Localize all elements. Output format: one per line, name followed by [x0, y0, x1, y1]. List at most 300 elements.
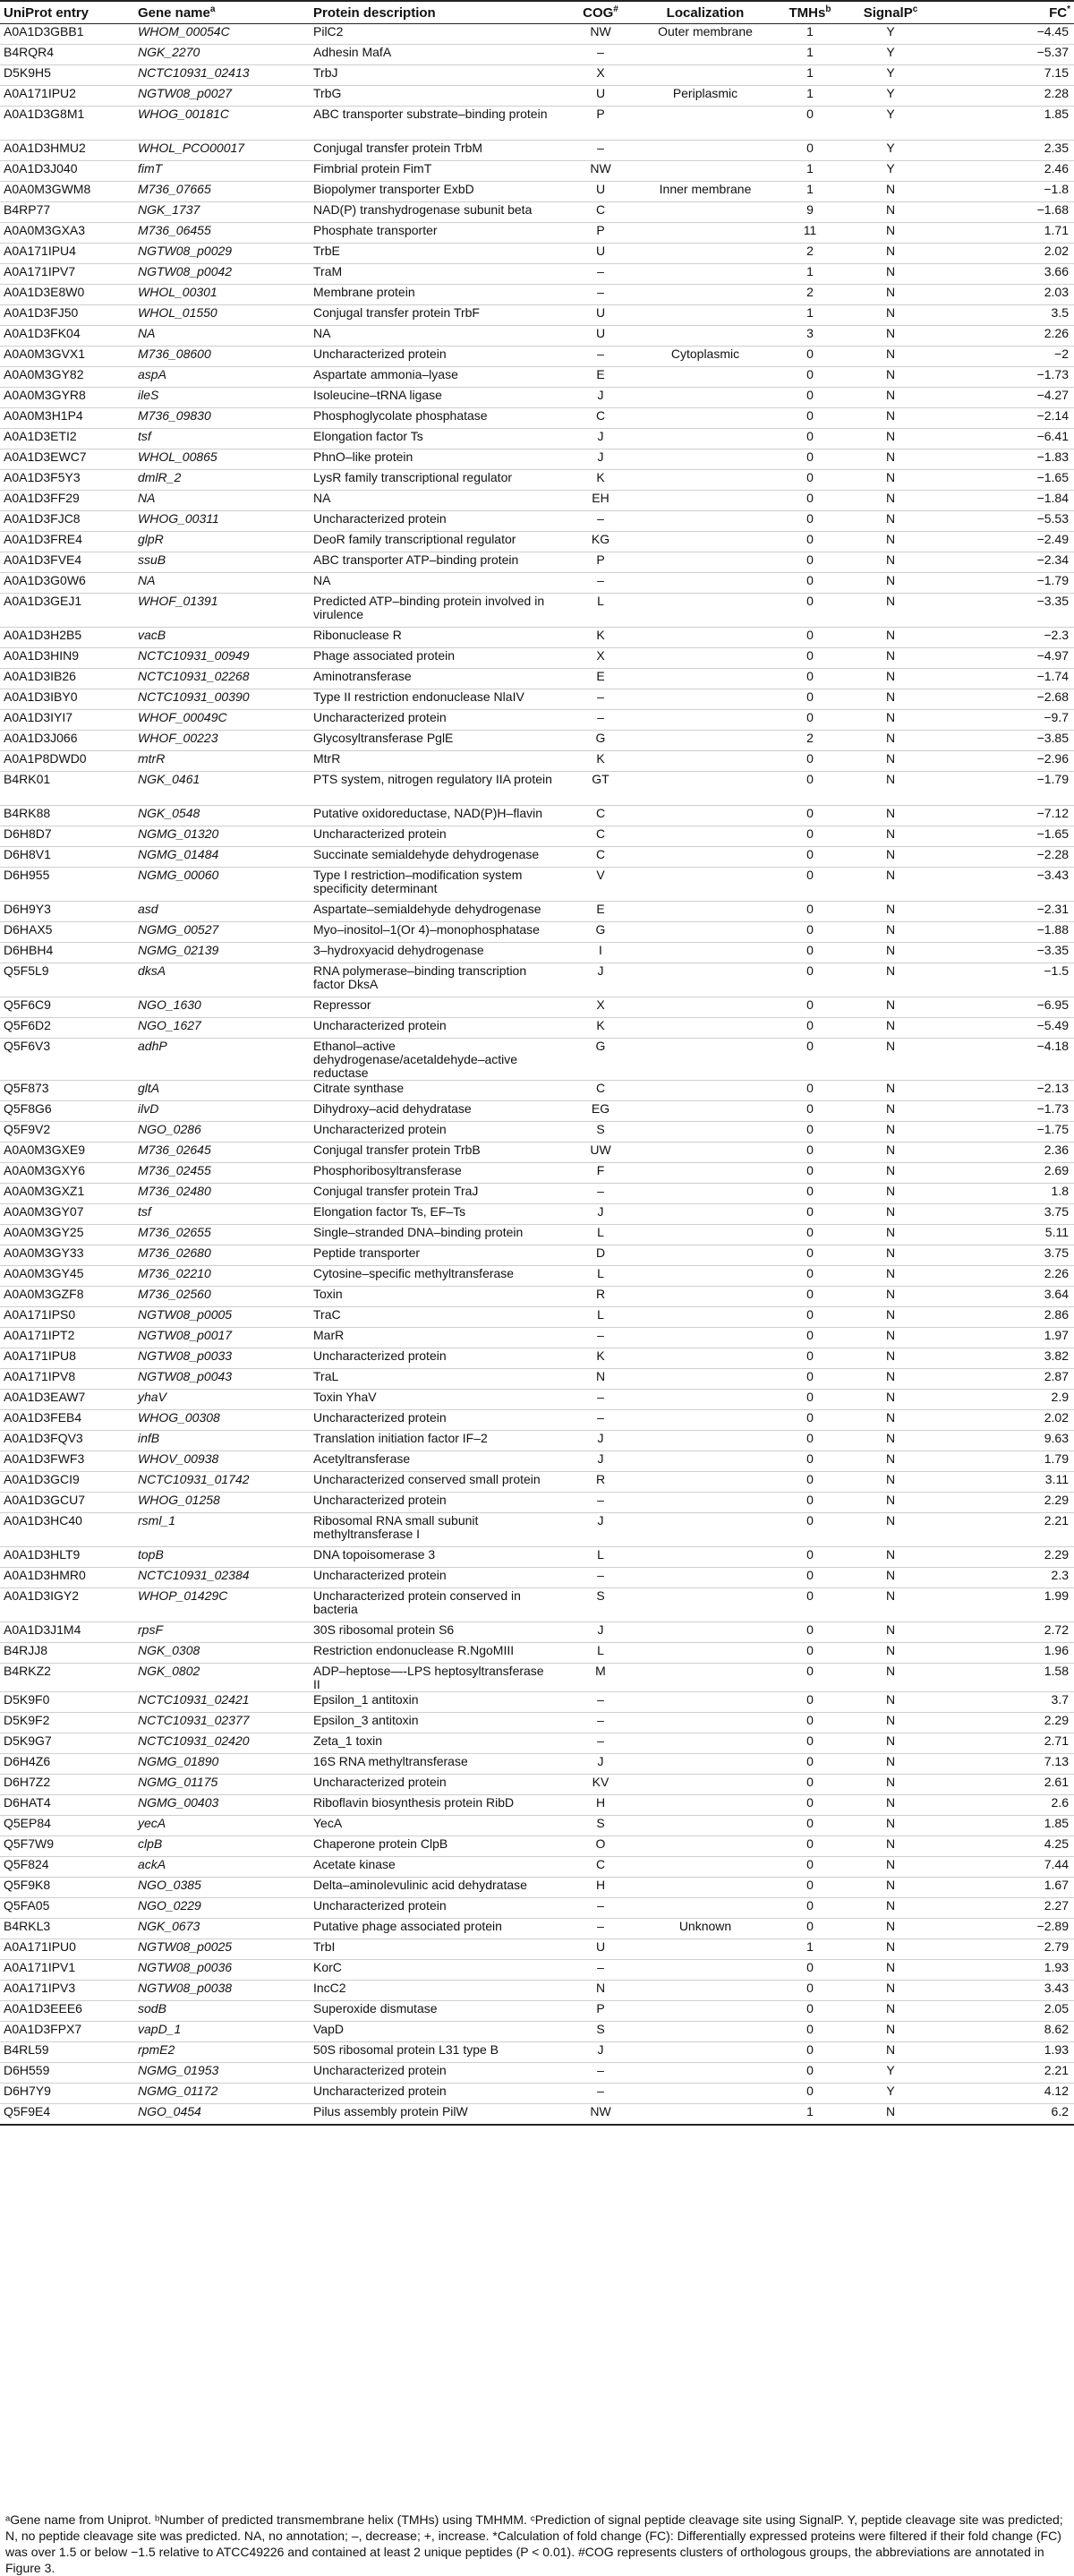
table-row	[0, 1245, 1074, 1266]
localization-cell	[645, 1101, 765, 1122]
col-header-cog: COG#	[556, 1, 645, 24]
gene-cell: NGTW08_p0027	[134, 86, 310, 107]
cog-cell: J	[556, 963, 645, 997]
fc-cell: 1.93	[926, 2042, 1074, 2063]
description-cell: DNA topoisomerase 3	[310, 1547, 556, 1568]
uniprot-cell: A0A1D3FJ50	[0, 305, 134, 326]
tmh-cell: 0	[765, 772, 855, 806]
fc-cell: 1.97	[926, 1328, 1074, 1348]
description-cell: MtrR	[310, 751, 556, 772]
fc-cell: 3.11	[926, 1472, 1074, 1493]
description-cell: Pilus assembly protein PilW	[310, 2104, 556, 2125]
fc-cell: 2.27	[926, 1898, 1074, 1919]
signalp-cell: N	[855, 2104, 926, 2125]
signalp-cell: N	[855, 1836, 926, 1857]
cog-cell: –	[556, 511, 645, 532]
localization-cell	[645, 429, 765, 449]
signalp-cell: N	[855, 532, 926, 552]
fc-cell: 3.66	[926, 264, 1074, 285]
description-cell: Translation initiation factor IF–2	[310, 1431, 556, 1451]
gene-cell: M736_06455	[134, 223, 310, 244]
cog-cell: J	[556, 1431, 645, 1451]
cog-cell: J	[556, 449, 645, 470]
signalp-cell: N	[855, 1795, 926, 1816]
localization-cell	[645, 1816, 765, 1836]
description-cell: Uncharacterized protein	[310, 511, 556, 532]
description-cell: ADP–heptose—-LPS heptosyltransferase II	[310, 1664, 556, 1692]
tmh-cell: 0	[765, 902, 855, 922]
localization-cell	[645, 1664, 765, 1692]
cog-cell: –	[556, 1328, 645, 1348]
gene-cell: adhP	[134, 1039, 310, 1081]
gene-cell: M736_08600	[134, 347, 310, 367]
cog-cell: –	[556, 141, 645, 161]
tmh-cell: 0	[765, 710, 855, 731]
tmh-cell: 0	[765, 1348, 855, 1369]
localization-cell	[645, 2104, 765, 2125]
signalp-cell: Y	[855, 45, 926, 65]
signalp-cell: N	[855, 1225, 926, 1245]
uniprot-cell: A0A1D3E8W0	[0, 285, 134, 305]
tmh-cell: 0	[765, 1568, 855, 1588]
fc-cell: 1.58	[926, 1664, 1074, 1692]
description-cell: Phosphate transporter	[310, 223, 556, 244]
uniprot-cell: Q5F7W9	[0, 1836, 134, 1857]
description-cell: ABC transporter ATP–binding protein	[310, 552, 556, 573]
description-cell: Uncharacterized protein	[310, 1568, 556, 1588]
signalp-cell: N	[855, 1039, 926, 1081]
localization-cell	[645, 449, 765, 470]
table-row	[0, 367, 1074, 388]
uniprot-cell: A0A0M3GXZ1	[0, 1184, 134, 1204]
signalp-cell: N	[855, 751, 926, 772]
localization-cell	[645, 1431, 765, 1451]
localization-cell	[645, 902, 765, 922]
gene-cell: WHOG_00181C	[134, 107, 310, 141]
table-row	[0, 710, 1074, 731]
cog-cell: C	[556, 826, 645, 847]
signalp-cell: N	[855, 1547, 926, 1568]
localization-cell	[645, 669, 765, 689]
gene-cell: NGTW08_p0043	[134, 1369, 310, 1390]
fc-cell: 2.79	[926, 1939, 1074, 1960]
cog-cell: C	[556, 408, 645, 429]
uniprot-cell: A0A1D3FPX7	[0, 2022, 134, 2042]
table-row	[0, 1664, 1074, 1692]
signalp-cell: N	[855, 1919, 926, 1939]
localization-cell	[645, 847, 765, 868]
description-cell: Biopolymer transporter ExbD	[310, 182, 556, 202]
uniprot-cell: B4RKL3	[0, 1919, 134, 1939]
fc-cell: 2.35	[926, 141, 1074, 161]
signalp-cell: Y	[855, 141, 926, 161]
cog-cell: P	[556, 223, 645, 244]
cog-cell: C	[556, 806, 645, 826]
fc-cell: −4.97	[926, 648, 1074, 669]
localization-cell	[645, 1547, 765, 1568]
tmh-cell: 1	[765, 86, 855, 107]
gene-cell: infB	[134, 1431, 310, 1451]
cog-cell: –	[556, 45, 645, 65]
gene-cell: NGTW08_p0005	[134, 1307, 310, 1328]
table-row	[0, 107, 1074, 141]
fc-cell: 2.21	[926, 2063, 1074, 2084]
uniprot-cell: A0A171IPS0	[0, 1307, 134, 1328]
tmh-cell: 0	[765, 1472, 855, 1493]
gene-cell: WHOM_00054C	[134, 24, 310, 45]
tmh-cell: 0	[765, 648, 855, 669]
cog-cell: –	[556, 1390, 645, 1410]
uniprot-cell: A0A1D3GBB1	[0, 24, 134, 45]
tmh-cell: 0	[765, 1754, 855, 1775]
signalp-cell: N	[855, 731, 926, 751]
cog-cell: X	[556, 65, 645, 86]
gene-cell: gltA	[134, 1081, 310, 1101]
description-cell: Riboflavin biosynthesis protein RibD	[310, 1795, 556, 1816]
signalp-cell: Y	[855, 86, 926, 107]
fc-cell: −5.49	[926, 1018, 1074, 1039]
fc-cell: −9.7	[926, 710, 1074, 731]
gene-cell: NGMG_01890	[134, 1754, 310, 1775]
uniprot-cell: B4RJJ8	[0, 1643, 134, 1664]
table-body	[0, 24, 1074, 2125]
cog-cell: C	[556, 1857, 645, 1878]
uniprot-cell: D6H9Y3	[0, 902, 134, 922]
fc-cell: −5.37	[926, 45, 1074, 65]
localization-cell	[645, 1898, 765, 1919]
description-cell: RNA polymerase–binding transcription factor DksA	[310, 963, 556, 997]
cog-cell: V	[556, 868, 645, 902]
tmh-cell: 0	[765, 1664, 855, 1692]
description-cell: Uncharacterized protein	[310, 2063, 556, 2084]
fc-cell: 7.13	[926, 1754, 1074, 1775]
signalp-cell: N	[855, 997, 926, 1018]
cog-cell: –	[556, 573, 645, 594]
cog-cell: P	[556, 2001, 645, 2022]
signalp-cell: N	[855, 573, 926, 594]
cog-cell: EH	[556, 491, 645, 511]
cog-cell: E	[556, 367, 645, 388]
gene-cell: WHOL_PCO00017	[134, 141, 310, 161]
table-header	[0, 1, 1074, 24]
fc-cell: −4.45	[926, 24, 1074, 45]
description-cell: Phosphoribosyltransferase	[310, 1163, 556, 1184]
gene-cell: WHOG_00311	[134, 511, 310, 532]
fc-cell: 2.69	[926, 1163, 1074, 1184]
signalp-cell: N	[855, 1692, 926, 1713]
gene-cell: NGMG_01172	[134, 2084, 310, 2104]
tmh-cell: 0	[765, 751, 855, 772]
uniprot-cell: A0A1D3IGY2	[0, 1588, 134, 1622]
fc-cell: 2.61	[926, 1775, 1074, 1795]
signalp-cell: N	[855, 868, 926, 902]
signalp-cell: N	[855, 1122, 926, 1143]
gene-cell: WHOL_00865	[134, 449, 310, 470]
fc-cell: 1.93	[926, 1960, 1074, 1981]
localization-cell	[645, 161, 765, 182]
table-row	[0, 1018, 1074, 1039]
fc-cell: −5.53	[926, 511, 1074, 532]
cog-cell: J	[556, 1513, 645, 1547]
tmh-cell: 1	[765, 2104, 855, 2125]
signalp-cell: N	[855, 326, 926, 347]
fc-cell: 2.05	[926, 2001, 1074, 2022]
tmh-cell: 0	[765, 1622, 855, 1643]
fc-cell: 3.75	[926, 1245, 1074, 1266]
localization-cell	[645, 326, 765, 347]
tmh-cell: 0	[765, 2063, 855, 2084]
gene-cell: M736_02655	[134, 1225, 310, 1245]
uniprot-cell: A0A171IPU4	[0, 244, 134, 264]
localization-cell	[645, 491, 765, 511]
table-row	[0, 1857, 1074, 1878]
gene-cell: NGTW08_p0042	[134, 264, 310, 285]
localization-cell	[645, 1307, 765, 1328]
gene-cell: rsml_1	[134, 1513, 310, 1547]
signalp-cell: N	[855, 491, 926, 511]
signalp-cell: N	[855, 1472, 926, 1493]
fc-cell: 2.02	[926, 1410, 1074, 1431]
fc-cell: −3.35	[926, 943, 1074, 963]
gene-cell: NCTC10931_01742	[134, 1472, 310, 1493]
gene-cell: NCTC10931_02413	[134, 65, 310, 86]
description-cell: PTS system, nitrogen regulatory IIA protein	[310, 772, 556, 806]
uniprot-cell: A0A1D3HC40	[0, 1513, 134, 1547]
gene-cell: WHOL_00301	[134, 285, 310, 305]
description-cell: LysR family transcriptional regulator	[310, 470, 556, 491]
tmh-cell: 0	[765, 1692, 855, 1713]
table-row	[0, 2084, 1074, 2104]
fc-cell: 2.72	[926, 1622, 1074, 1643]
fc-cell: 2.87	[926, 1369, 1074, 1390]
description-cell: 16S RNA methyltransferase	[310, 1754, 556, 1775]
fc-cell: −1.65	[926, 826, 1074, 847]
signalp-cell: Y	[855, 24, 926, 45]
fc-cell: −3.43	[926, 868, 1074, 902]
localization-cell: Cytoplasmic	[645, 347, 765, 367]
signalp-cell: N	[855, 772, 926, 806]
description-cell: Epsilon_3 antitoxin	[310, 1713, 556, 1733]
signalp-cell: N	[855, 1204, 926, 1225]
cog-cell: NW	[556, 24, 645, 45]
cog-cell: KV	[556, 1775, 645, 1795]
localization-cell	[645, 1692, 765, 1713]
tmh-cell: 0	[765, 847, 855, 868]
localization-cell	[645, 1472, 765, 1493]
localization-cell	[645, 1328, 765, 1348]
tmh-cell: 0	[765, 868, 855, 902]
signalp-cell: N	[855, 1143, 926, 1163]
tmh-cell: 0	[765, 669, 855, 689]
localization-cell	[645, 45, 765, 65]
localization-cell	[645, 2022, 765, 2042]
gene-cell: ileS	[134, 388, 310, 408]
cog-cell: S	[556, 1122, 645, 1143]
uniprot-cell: A0A0M3GY25	[0, 1225, 134, 1245]
gene-cell: M736_02210	[134, 1266, 310, 1287]
col-header-uniprot: UniProt entry	[0, 1, 134, 24]
localization-cell	[645, 751, 765, 772]
cog-cell: U	[556, 1939, 645, 1960]
signalp-cell: N	[855, 826, 926, 847]
signalp-cell: N	[855, 223, 926, 244]
table-row	[0, 1307, 1074, 1328]
localization-cell	[645, 2042, 765, 2063]
signalp-cell: N	[855, 902, 926, 922]
uniprot-cell: A0A171IPV8	[0, 1369, 134, 1390]
cog-cell: C	[556, 1081, 645, 1101]
description-cell: Aspartate ammonia–lyase	[310, 367, 556, 388]
fc-cell: −1.75	[926, 1122, 1074, 1143]
tmh-cell: 0	[765, 1369, 855, 1390]
signalp-cell: N	[855, 2001, 926, 2022]
fc-cell: −1.79	[926, 772, 1074, 806]
tmh-cell: 0	[765, 573, 855, 594]
uniprot-cell: A0A1D3HMU2	[0, 141, 134, 161]
gene-cell: WHOF_01391	[134, 594, 310, 628]
uniprot-cell: A0A1D3FJC8	[0, 511, 134, 532]
table-footnote: ᵃGene name from Uniprot. ᵇNumber of predicted transmembrane helix (TMHs) using TMHMM. ᶜPrediction of signal peptide cleavage site using SignalP. Y, peptide cleavage site was predicted; N, no peptide cleavage site was predicted. NA, no annotation; –, decrease; +, increase. *Calculation of fold change (FC): Differentially expressed proteins were filtered if their fold change (FC) was over 1.5 or below −1.5 relative to ATCC49226 and contained at least 2 unique peptides (P < 0.01). #COG represents clusters of orthologous groups, the abbreviations are annotated in Figure 3.	[5, 2512, 1063, 2575]
uniprot-cell: A0A1D3HMR0	[0, 1568, 134, 1588]
signalp-cell: N	[855, 1184, 926, 1204]
table-row	[0, 1836, 1074, 1857]
uniprot-cell: D6HBH4	[0, 943, 134, 963]
fc-cell: −1.5	[926, 963, 1074, 997]
cog-cell: P	[556, 552, 645, 573]
cog-cell: J	[556, 429, 645, 449]
tmh-cell: 0	[765, 1101, 855, 1122]
fc-cell: −2.89	[926, 1919, 1074, 1939]
table-row	[0, 1588, 1074, 1622]
table-row	[0, 45, 1074, 65]
description-cell: Predicted ATP–binding protein involved in virulence	[310, 594, 556, 628]
tmh-cell: 0	[765, 1713, 855, 1733]
signalp-cell: N	[855, 244, 926, 264]
signalp-cell: N	[855, 470, 926, 491]
description-cell: TrbE	[310, 244, 556, 264]
localization-cell	[645, 1513, 765, 1547]
description-cell: Uncharacterized protein conserved in bacteria	[310, 1588, 556, 1622]
cog-cell: –	[556, 1692, 645, 1713]
cog-cell: C	[556, 202, 645, 223]
localization-cell	[645, 731, 765, 751]
tmh-cell: 3	[765, 326, 855, 347]
cog-cell: J	[556, 1451, 645, 1472]
signalp-cell: N	[855, 1939, 926, 1960]
gene-cell: NGO_1630	[134, 997, 310, 1018]
description-cell: Myo–inositol–1(Or 4)–monophosphatase	[310, 922, 556, 943]
cog-cell: UW	[556, 1143, 645, 1163]
gene-cell: M736_07665	[134, 182, 310, 202]
localization-cell	[645, 1225, 765, 1245]
description-cell: 50S ribosomal protein L31 type B	[310, 2042, 556, 2063]
localization-cell	[645, 772, 765, 806]
signalp-cell: N	[855, 1493, 926, 1513]
gene-cell: mtrR	[134, 751, 310, 772]
col-header-description: Protein description	[310, 1, 556, 24]
gene-cell: NGK_0461	[134, 772, 310, 806]
table-row	[0, 2001, 1074, 2022]
table-row	[0, 731, 1074, 751]
localization-cell	[645, 1795, 765, 1816]
fc-cell: 8.62	[926, 2022, 1074, 2042]
gene-cell: NGK_0308	[134, 1643, 310, 1664]
uniprot-cell: D6HAX5	[0, 922, 134, 943]
signalp-cell: N	[855, 1390, 926, 1410]
uniprot-cell: D6H4Z6	[0, 1754, 134, 1775]
fc-cell: 3.5	[926, 305, 1074, 326]
cog-cell: E	[556, 902, 645, 922]
tmh-cell: 0	[765, 1733, 855, 1754]
localization-cell	[645, 305, 765, 326]
signalp-cell: N	[855, 367, 926, 388]
gene-cell: NGO_0229	[134, 1898, 310, 1919]
localization-cell	[645, 1775, 765, 1795]
tmh-cell: 0	[765, 922, 855, 943]
uniprot-cell: Q5F9V2	[0, 1122, 134, 1143]
gene-cell: ilvD	[134, 1101, 310, 1122]
localization-cell	[645, 1713, 765, 1733]
fc-cell: −2.34	[926, 552, 1074, 573]
tmh-cell: 0	[765, 1225, 855, 1245]
description-cell: Putative oxidoreductase, NAD(P)H–flavin	[310, 806, 556, 826]
signalp-cell: N	[855, 264, 926, 285]
fc-cell: 2.86	[926, 1307, 1074, 1328]
cog-cell: G	[556, 922, 645, 943]
localization-cell	[645, 806, 765, 826]
localization-cell	[645, 997, 765, 1018]
gene-cell: NCTC10931_02377	[134, 1713, 310, 1733]
col-header-fc: FC*	[926, 1, 1074, 24]
description-cell: TrbI	[310, 1939, 556, 1960]
uniprot-cell: A0A1P8DWD0	[0, 751, 134, 772]
gene-cell: dmlR_2	[134, 470, 310, 491]
description-cell: TrbG	[310, 86, 556, 107]
cog-cell: U	[556, 182, 645, 202]
tmh-cell: 0	[765, 2084, 855, 2104]
uniprot-cell: Q5F8G6	[0, 1101, 134, 1122]
signalp-cell: N	[855, 1266, 926, 1287]
tmh-cell: 0	[765, 1081, 855, 1101]
fc-cell: 2.29	[926, 1493, 1074, 1513]
cog-cell: KG	[556, 532, 645, 552]
signalp-cell: N	[855, 1081, 926, 1101]
tmh-cell: 0	[765, 1307, 855, 1328]
gene-cell: NGO_1627	[134, 1018, 310, 1039]
localization-cell	[645, 922, 765, 943]
uniprot-cell: A0A0M3GWM8	[0, 182, 134, 202]
tmh-cell: 1	[765, 264, 855, 285]
fc-cell: −2.14	[926, 408, 1074, 429]
uniprot-cell: A0A1D3J1M4	[0, 1622, 134, 1643]
localization-cell	[645, 1039, 765, 1081]
localization-cell	[645, 1733, 765, 1754]
description-cell: Uncharacterized protein	[310, 2084, 556, 2104]
table-row	[0, 2063, 1074, 2084]
table-row	[0, 943, 1074, 963]
tmh-cell: 2	[765, 731, 855, 751]
signalp-cell: N	[855, 943, 926, 963]
fc-cell: −2.96	[926, 751, 1074, 772]
localization-cell	[645, 1018, 765, 1039]
table-row	[0, 847, 1074, 868]
table-row	[0, 388, 1074, 408]
cog-cell: K	[556, 1018, 645, 1039]
cog-cell: –	[556, 710, 645, 731]
signalp-cell: N	[855, 1513, 926, 1547]
description-cell: Toxin	[310, 1287, 556, 1307]
uniprot-cell: B4RL59	[0, 2042, 134, 2063]
